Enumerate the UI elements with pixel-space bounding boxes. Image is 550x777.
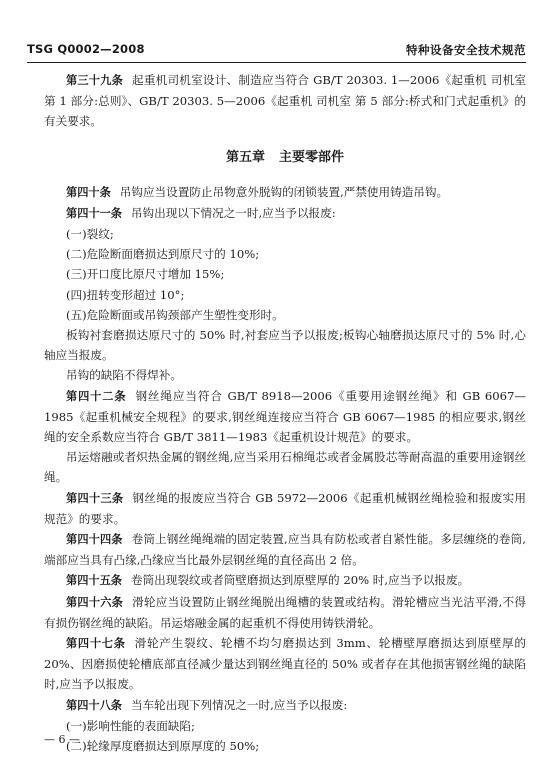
article-number: 第四十二条 [66, 389, 127, 403]
page-body [44, 70, 526, 756]
paragraph-text: (一)影响性能的表面缺陷; [66, 718, 195, 733]
text-paragraph [44, 736, 526, 756]
paragraph-text: (三)开口度比原尺寸增加 15%; [66, 267, 225, 282]
article-paragraph [44, 203, 526, 224]
page-number: — 6 — [44, 733, 80, 746]
article-paragraph [44, 488, 526, 529]
paragraph-text: 吊钩应当设置防止吊物意外脱钩的闭锁装置,严禁使用铸造吊钩。 [119, 184, 449, 199]
header-title: 特种设备安全技术规范 [406, 43, 526, 57]
text-paragraph [44, 224, 526, 244]
article-paragraph [44, 70, 526, 132]
article-paragraph [44, 182, 526, 203]
standard-code: TSG Q0002—2008 [27, 42, 145, 56]
text-paragraph [44, 244, 526, 264]
article-paragraph [44, 592, 526, 633]
paragraph-text: 吊钩的缺陷不得焊补。 [66, 368, 182, 383]
running-header [27, 40, 526, 63]
article-paragraph [44, 529, 526, 570]
article-paragraph [44, 695, 526, 716]
article-number: 第四十四条 [66, 533, 123, 547]
article-number: 第四十七条 [66, 637, 126, 651]
paragraph-text: 板钩衬套磨损达原尺寸的 50% 时,衬套应当予以报废;板钩心轴磨损达原尺寸的 5% 时,心轴应当报废。 [44, 328, 526, 363]
paragraph-text: 卷筒上钢丝绳绳端的固定装置,应当具有防松或者自紧性能。多层缠绕的卷筒,端部应当具有凸缘,凸缘应当比最外层钢丝绳的直径高出 2 倍。 [44, 532, 526, 568]
chapter-number: 第五章 [225, 149, 265, 165]
article-paragraph [44, 386, 526, 448]
text-paragraph [44, 285, 526, 305]
paragraph-text: 钢丝绳应当符合 GB/T 8918—2006《重要用途钢丝绳》和 GB 6067—1985《起重机械安全规程》的要求,钢丝绳连接应当符合 GB 6067—1985 的相应要求,钢丝绳的安全系数应当符合 GB/T 3811—1983《起重机设计规范》的要求。 [44, 388, 526, 445]
paragraph-text: 滑轮产生裂纹、轮槽不均匀磨损达到 3mm、轮槽壁厚磨损达到原壁厚的 20%、因磨损使轮槽底部直径减少量达到钢丝绳直径的 50% 或者存在其他损害钢丝绳的缺陷时,应当予以报废。 [44, 636, 526, 692]
paragraph-text: 当车轮出现下列情况之一时,应当予以报废: [130, 697, 348, 712]
paragraph-text: (四)扭转变形超过 10°; [66, 287, 185, 302]
chapter-heading [44, 148, 526, 168]
article-number: 第四十八条 [66, 698, 122, 712]
paragraph-text: 卷筒出现裂纹或者筒壁磨损达到原壁厚的 20% 时,应当予以报废。 [130, 573, 470, 588]
paragraph-text: (五)危险断面或吊钩颈部产生塑性变形时。 [66, 307, 284, 322]
text-paragraph [44, 716, 526, 736]
article-number: 第三十九条 [66, 74, 124, 87]
paragraph-text: 滑轮应当设置防止钢丝绳脱出绳槽的装置或结构。滑轮槽应当光洁平滑,不得有损伤钢丝绳的缺陷。吊运熔融金属的起重机不得使用铸铁滑轮。 [44, 594, 526, 630]
article-paragraph [44, 633, 526, 695]
text-paragraph [44, 365, 526, 385]
paragraph-text: (一)裂纹; [66, 227, 114, 242]
paragraph-text: 钢丝绳的报废应当符合 GB 5972—2006《起重机械钢丝绳检验和报废实用规范》的要求。 [44, 490, 526, 526]
paragraph-text: 吊运熔融或者炽热金属的钢丝绳,应当采用石棉绳芯或者金属股芯等耐高温的重要用途钢丝绳。 [44, 450, 526, 485]
article-number: 第四十一条 [66, 206, 122, 220]
paragraph-text: (二)危险断面磨损达到原尺寸的 10%; [66, 247, 260, 262]
chapter-title: 主要零部件 [279, 149, 345, 165]
article-number: 第四十条 [66, 185, 111, 199]
text-paragraph [44, 264, 526, 284]
text-paragraph [44, 447, 526, 487]
paragraph-text: 起重机司机室设计、制造应当符合 GB/T 20303. 1—2006《起重机 司机室 第 1 部分:总则》、GB/T 20303. 5—2006《起重机 司机室 第 5 部分:桥式和门式起重机》的有关要求。 [44, 73, 526, 129]
article-paragraph [44, 570, 526, 591]
paragraph-text: 吊钩出现以下情况之一时,应当予以报废: [130, 205, 336, 220]
article-number: 第四十五条 [66, 574, 122, 588]
article-number: 第四十三条 [66, 491, 124, 505]
article-number: 第四十六条 [66, 595, 124, 609]
text-paragraph [44, 305, 526, 325]
paragraph-text: (二)轮缘厚度磨损达到原厚度的 50%; [66, 739, 260, 754]
text-paragraph [44, 325, 526, 365]
